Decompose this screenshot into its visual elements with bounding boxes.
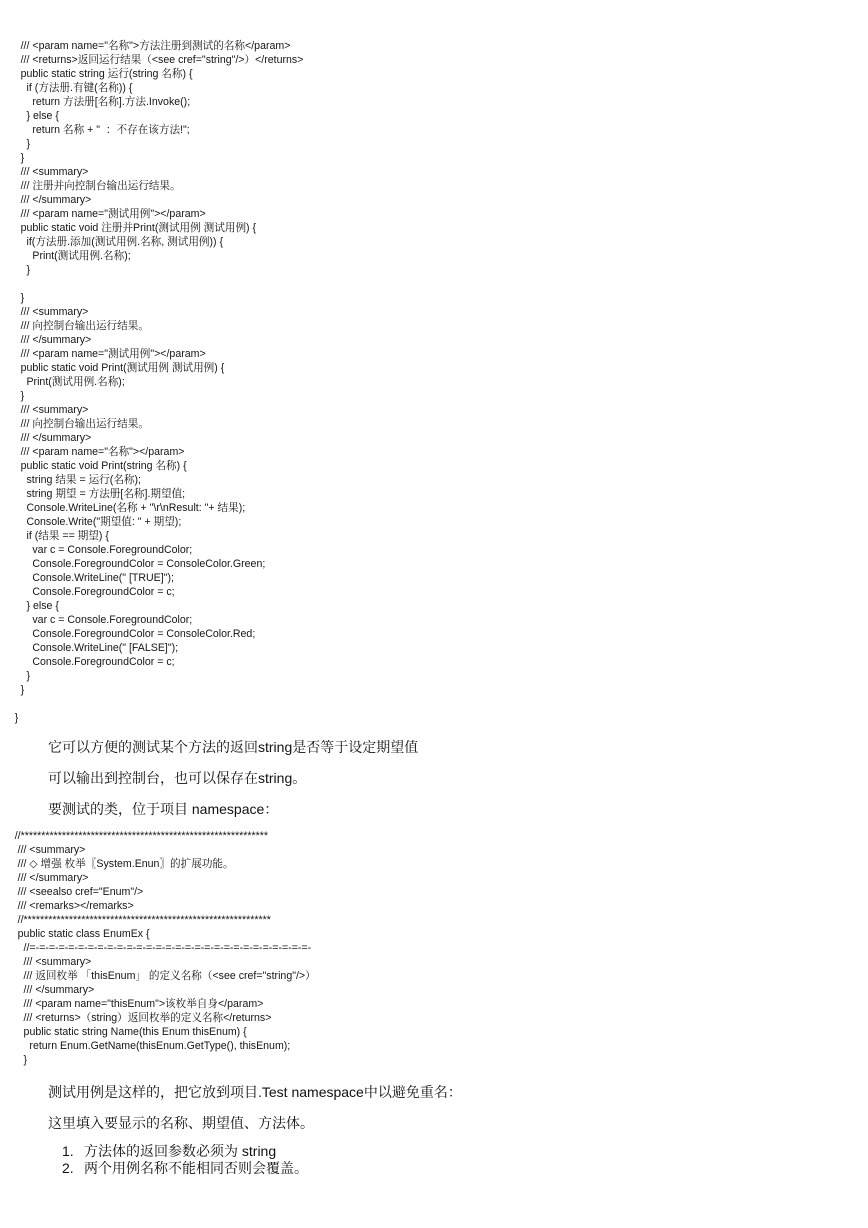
code-line: /// 返回枚举 「thisEnum」 的定义名称（<see cref="string"/>） (0, 970, 316, 982)
code-line: public static void Print(测试用例 测试用例) { (0, 362, 225, 374)
code-line: Console.WriteLine(" [TRUE]"); (0, 572, 174, 584)
code-line: /// <summary> (0, 844, 86, 856)
code-line: string 期望 = 方法册[名称].期望值; (0, 488, 186, 500)
code-line: /// <param name="名称">方法注册到测试的名称</param> (0, 40, 291, 52)
code-line: public static class EnumEx { (0, 928, 150, 940)
code-line: //************************************************************ (0, 830, 268, 842)
code-line: return 名称 + " ：不存在该方法!"; (0, 124, 190, 136)
code-line: Console.WriteLine(" [FALSE]"); (0, 642, 179, 654)
list-item-number: 2. (62, 1160, 74, 1176)
list-item-text: 两个用例名称不能相同否则会覆盖。 (84, 1160, 308, 1176)
code-line: Console.ForegroundColor = c; (0, 586, 175, 598)
code-line: } (0, 670, 31, 682)
rules-list (62, 1143, 308, 1177)
code-line: /// </summary> (0, 194, 92, 206)
code-line: /// </summary> (0, 432, 92, 444)
code-line: } (0, 264, 31, 276)
code-line: } else { (0, 110, 59, 122)
code-line: /// </summary> (0, 984, 95, 996)
code-line: Console.Write("期望值: " + 期望); (0, 516, 182, 528)
code-line: if(方法册.添加(测试用例.名称, 测试用例)) { (0, 236, 224, 248)
code-line: Print(测试用例.名称); (0, 250, 131, 262)
code-block-enum-ex (0, 829, 316, 1067)
code-block-test-runner (0, 39, 303, 725)
code-line: Console.ForegroundColor = c; (0, 656, 175, 668)
code-line: Print(测试用例.名称); (0, 376, 125, 388)
paragraph-output-info: 可以输出到控制台，也可以保存在string。 (48, 770, 307, 786)
code-line: public static void Print(string 名称) { (0, 460, 187, 472)
code-line: if (方法册.有键(名称)) { (0, 82, 133, 94)
paragraph-description: 它可以方便的测试某个方法的返回string是否等于设定期望值 (48, 739, 419, 755)
code-line: string 结果 = 运行(名称); (0, 474, 141, 486)
paragraph-test-case-location: 测试用例是这样的，把它放到项目.Test namespace中以避免重名： (48, 1084, 462, 1100)
code-line: } (0, 292, 25, 304)
list-item (62, 1160, 308, 1177)
list-item-number: 1. (62, 1143, 74, 1159)
code-line: //************************************************************ (0, 914, 271, 926)
code-line: var c = Console.ForegroundColor; (0, 544, 193, 556)
paragraph-class-location: 要测试的类，位于项目 namespace： (48, 801, 279, 817)
code-line: /// <summary> (0, 166, 89, 178)
code-line: } (0, 1054, 28, 1066)
code-line: } else { (0, 600, 59, 612)
code-line: /// <returns>返回运行结果（<see cref="string"/>）</returns> (0, 54, 304, 66)
code-line: public static string Name(this Enum thisEnum) { (0, 1026, 247, 1038)
code-line: /// </summary> (0, 334, 92, 346)
code-line (0, 697, 303, 711)
code-line: /// <param name="测试用例"></param> (0, 208, 206, 220)
code-line: /// 注册并向控制台输出运行结果。 (0, 180, 181, 192)
code-line: } (0, 712, 19, 724)
code-line: /// <remarks></remarks> (0, 900, 134, 912)
code-line: /// <param name="名称"></param> (0, 446, 185, 458)
code-line: /// </summary> (0, 872, 89, 884)
code-line: /// 向控制台输出运行结果。 (0, 320, 149, 332)
code-line: return Enum.GetName(thisEnum.GetType(), thisEnum); (0, 1040, 291, 1052)
code-line: /// <summary> (0, 404, 89, 416)
code-line: /// <summary> (0, 306, 89, 318)
code-line: Console.WriteLine(名称 + "\r\nResult: "+ 结果); (0, 502, 246, 514)
code-line: } (0, 138, 31, 150)
code-line: /// <returns>（string）返回枚举的定义名称</returns> (0, 1012, 272, 1024)
code-line: //=-=-=-=-=-=-=-=-=-=-=-=-=-=-=-=-=-=-=-=-=-=-=-=-=-=-=-=-=- (0, 942, 312, 954)
code-line: /// <summary> (0, 956, 92, 968)
code-line: Console.ForegroundColor = ConsoleColor.Red; (0, 628, 256, 640)
code-line: /// <param name="测试用例"></param> (0, 348, 206, 360)
code-line: var c = Console.ForegroundColor; (0, 614, 193, 626)
code-line: if (结果 == 期望) { (0, 530, 109, 542)
code-line: /// <param name="thisEnum">该枚举自身</param> (0, 998, 264, 1010)
code-line: } (0, 390, 25, 402)
list-item-text: 方法体的返回参数必须为 string (84, 1143, 277, 1159)
paragraph-fill-instructions: 这里填入要显示的名称、期望值、方法体。 (48, 1115, 314, 1131)
code-line: } (0, 152, 25, 164)
code-line: Console.ForegroundColor = ConsoleColor.Green; (0, 558, 266, 570)
code-line: /// ◇ 增强 枚举〖System.Enun〗的扩展功能。 (0, 858, 234, 870)
code-line (0, 277, 303, 291)
code-line: } (0, 684, 25, 696)
code-line: public static void 注册并Print(测试用例 测试用例) { (0, 222, 257, 234)
code-line: /// 向控制台输出运行结果。 (0, 418, 149, 430)
code-line: public static string 运行(string 名称) { (0, 68, 193, 80)
list-item (62, 1143, 308, 1160)
code-line: /// <seealso cref="Enum"/> (0, 886, 144, 898)
code-line: return 方法册[名称].方法.Invoke(); (0, 96, 191, 108)
